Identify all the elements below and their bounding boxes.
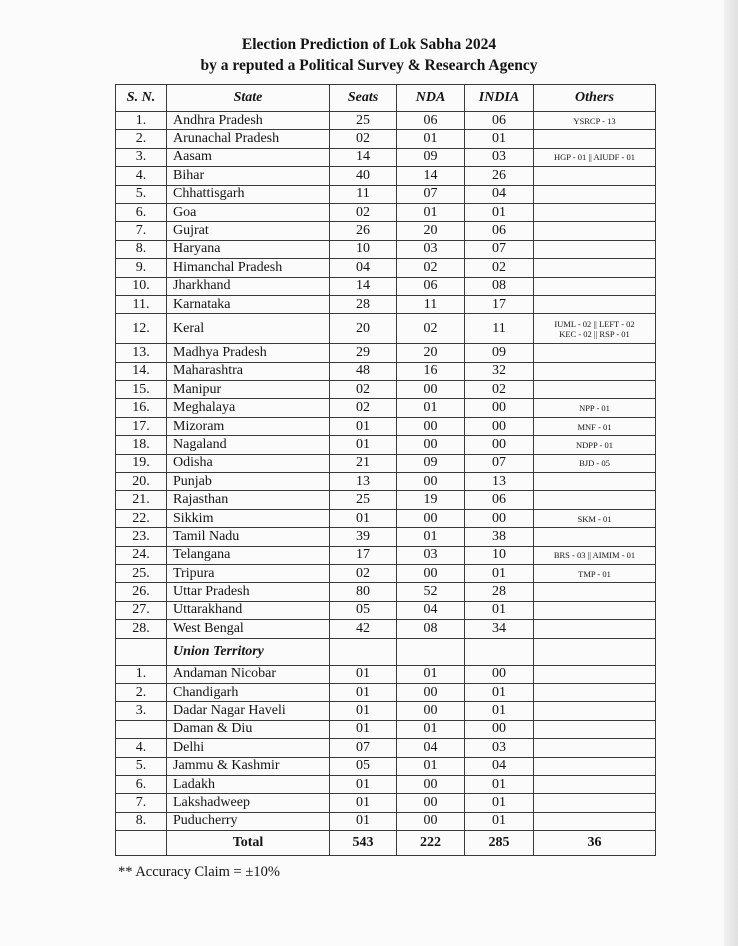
- india-cell: 00: [465, 720, 534, 738]
- state-cell: Arunachal Pradesh: [167, 130, 330, 148]
- others-cell: HGP - 01 || AIUDF - 01: [534, 148, 656, 166]
- nda-cell: 01: [397, 665, 465, 683]
- india-cell: 28: [465, 583, 534, 601]
- others-cell: [534, 683, 656, 701]
- state-cell: Aasam: [167, 148, 330, 166]
- nda-cell: 16: [397, 362, 465, 380]
- india-cell: 03: [465, 148, 534, 166]
- state-cell: Jammu & Kashmir: [167, 757, 330, 775]
- others-cell: [534, 620, 656, 638]
- seats-cell: 13: [330, 473, 397, 491]
- sn-cell: 5.: [116, 757, 167, 775]
- sn-cell: 28.: [116, 620, 167, 638]
- india-cell: 26: [465, 167, 534, 185]
- sn-cell: 6.: [116, 203, 167, 221]
- sn-cell: 4.: [116, 167, 167, 185]
- seats-cell: 01: [330, 509, 397, 527]
- others-cell: [534, 601, 656, 619]
- india-cell: 32: [465, 362, 534, 380]
- sn-cell: 27.: [116, 601, 167, 619]
- india-cell: 04: [465, 185, 534, 203]
- nda-cell: 00: [397, 473, 465, 491]
- union-territory-row: [116, 638, 656, 665]
- table-row: [116, 720, 656, 738]
- others-cell: BRS - 03 || AIMIM - 01: [534, 546, 656, 564]
- india-cell: 01: [465, 812, 534, 830]
- table-row: [116, 702, 656, 720]
- table-row: [116, 222, 656, 240]
- others-cell: [534, 381, 656, 399]
- nda-cell: 08: [397, 620, 465, 638]
- india-cell: 06: [465, 491, 534, 509]
- header-nda: NDA: [397, 85, 465, 112]
- state-cell: Lakshadweep: [167, 794, 330, 812]
- others-cell: [534, 720, 656, 738]
- seats-cell: 02: [330, 564, 397, 582]
- others-cell: [534, 583, 656, 601]
- nda-cell: 03: [397, 240, 465, 258]
- india-cell: 01: [465, 601, 534, 619]
- sn-cell: 10.: [116, 277, 167, 295]
- nda-cell: 01: [397, 130, 465, 148]
- state-cell: Haryana: [167, 240, 330, 258]
- others-cell: [534, 739, 656, 757]
- nda-cell: 02: [397, 259, 465, 277]
- seats-cell: 20: [330, 314, 397, 344]
- sn-cell: 2.: [116, 683, 167, 701]
- seats-cell: 05: [330, 757, 397, 775]
- table-row: [116, 417, 656, 435]
- nda-cell: 06: [397, 277, 465, 295]
- sn-cell: 3.: [116, 702, 167, 720]
- india-cell: 01: [465, 775, 534, 793]
- india-cell: 00: [465, 665, 534, 683]
- table-row: [116, 665, 656, 683]
- seats-cell: 02: [330, 399, 397, 417]
- others-cell: [534, 344, 656, 362]
- sn-cell: 15.: [116, 381, 167, 399]
- nda-cell: 03: [397, 546, 465, 564]
- sn-cell: 13.: [116, 344, 167, 362]
- others-cell: [534, 240, 656, 258]
- seats-cell: 02: [330, 381, 397, 399]
- nda-cell: 04: [397, 739, 465, 757]
- others-cell: [534, 491, 656, 509]
- table-row: [116, 683, 656, 701]
- seats-cell: 40: [330, 167, 397, 185]
- india-cell: 00: [465, 509, 534, 527]
- sn-cell: 24.: [116, 546, 167, 564]
- nda-cell: 01: [397, 203, 465, 221]
- india-cell: 01: [465, 683, 534, 701]
- seats-cell: 10: [330, 240, 397, 258]
- state-cell: Jharkhand: [167, 277, 330, 295]
- others-cell: [534, 295, 656, 313]
- seats-cell: 28: [330, 295, 397, 313]
- table-row: [116, 775, 656, 793]
- state-cell: Rajasthan: [167, 491, 330, 509]
- total-seats: 543: [330, 831, 397, 856]
- table-row: [116, 148, 656, 166]
- others-cell: [534, 757, 656, 775]
- state-cell: Goa: [167, 203, 330, 221]
- seats-cell: 14: [330, 148, 397, 166]
- nda-cell: 00: [397, 564, 465, 582]
- total-label: Total: [167, 831, 330, 856]
- nda-cell: 00: [397, 812, 465, 830]
- sn-cell: [116, 720, 167, 738]
- india-cell: 03: [465, 739, 534, 757]
- india-cell: 13: [465, 473, 534, 491]
- table-row: [116, 546, 656, 564]
- state-cell: Daman & Diu: [167, 720, 330, 738]
- india-cell: 38: [465, 528, 534, 546]
- table-row: [116, 739, 656, 757]
- nda-cell: 00: [397, 775, 465, 793]
- table-row: [116, 381, 656, 399]
- seats-cell: 21: [330, 454, 397, 472]
- nda-cell: 11: [397, 295, 465, 313]
- seats-cell: 25: [330, 491, 397, 509]
- table-row: [116, 491, 656, 509]
- state-cell: Odisha: [167, 454, 330, 472]
- others-cell: NPP - 01: [534, 399, 656, 417]
- seats-cell: 39: [330, 528, 397, 546]
- state-cell: Mizoram: [167, 417, 330, 435]
- table-row: [116, 473, 656, 491]
- document-title: [0, 34, 738, 76]
- header-row: [116, 85, 656, 112]
- india-cell: 11: [465, 314, 534, 344]
- state-cell: Bihar: [167, 167, 330, 185]
- nda-cell: 09: [397, 148, 465, 166]
- table-row: [116, 620, 656, 638]
- state-cell: Karnataka: [167, 295, 330, 313]
- seats-cell: 01: [330, 812, 397, 830]
- prediction-table: [115, 84, 656, 856]
- nda-cell: 00: [397, 436, 465, 454]
- others-cell: MNF - 01: [534, 417, 656, 435]
- seats-cell: 02: [330, 203, 397, 221]
- india-cell: 01: [465, 794, 534, 812]
- india-cell: 09: [465, 344, 534, 362]
- state-cell: Andaman Nicobar: [167, 665, 330, 683]
- header-state: State: [167, 85, 330, 112]
- india-cell: 08: [465, 277, 534, 295]
- nda-cell: 19: [397, 491, 465, 509]
- others-cell: [534, 473, 656, 491]
- nda-cell: 09: [397, 454, 465, 472]
- india-cell: 01: [465, 130, 534, 148]
- others-cell: [534, 775, 656, 793]
- header-seats: Seats: [330, 85, 397, 112]
- india-cell: 17: [465, 295, 534, 313]
- nda-cell: 00: [397, 417, 465, 435]
- others-cell: SKM - 01: [534, 509, 656, 527]
- sn-cell: 7.: [116, 222, 167, 240]
- sn-cell: 2.: [116, 130, 167, 148]
- nda-cell: 01: [397, 528, 465, 546]
- state-cell: Andhra Pradesh: [167, 112, 330, 130]
- state-cell: Uttar Pradesh: [167, 583, 330, 601]
- nda-cell: 00: [397, 794, 465, 812]
- nda-cell: 02: [397, 314, 465, 344]
- state-cell: Nagaland: [167, 436, 330, 454]
- seats-cell: 01: [330, 702, 397, 720]
- table-row: [116, 314, 656, 344]
- sn-cell: 25.: [116, 564, 167, 582]
- table-row: [116, 167, 656, 185]
- seats-cell: 01: [330, 417, 397, 435]
- state-cell: Puducherry: [167, 812, 330, 830]
- others-cell: [534, 362, 656, 380]
- table-row: [116, 399, 656, 417]
- table-row: [116, 295, 656, 313]
- state-cell: Keral: [167, 314, 330, 344]
- nda-cell: 00: [397, 702, 465, 720]
- nda-cell: 04: [397, 601, 465, 619]
- table-row: [116, 454, 656, 472]
- table-row: [116, 259, 656, 277]
- sn-cell: 26.: [116, 583, 167, 601]
- india-cell: 00: [465, 417, 534, 435]
- state-cell: Manipur: [167, 381, 330, 399]
- state-cell: Chhattisgarh: [167, 185, 330, 203]
- empty-cell: [534, 638, 656, 665]
- others-cell: [534, 167, 656, 185]
- others-cell: [534, 812, 656, 830]
- others-cell: YSRCP - 13: [534, 112, 656, 130]
- state-cell: Dadar Nagar Haveli: [167, 702, 330, 720]
- empty-cell: [330, 638, 397, 665]
- india-cell: 06: [465, 112, 534, 130]
- page-edge-shadow: [724, 0, 738, 946]
- table-row: [116, 757, 656, 775]
- state-cell: Ladakh: [167, 775, 330, 793]
- nda-cell: 52: [397, 583, 465, 601]
- others-cell: TMP - 01: [534, 564, 656, 582]
- others-cell: [534, 130, 656, 148]
- seats-cell: 01: [330, 683, 397, 701]
- seats-cell: 26: [330, 222, 397, 240]
- state-cell: Madhya Pradesh: [167, 344, 330, 362]
- table-row: [116, 185, 656, 203]
- india-cell: 00: [465, 399, 534, 417]
- india-cell: 07: [465, 240, 534, 258]
- table-row: [116, 436, 656, 454]
- seats-cell: 14: [330, 277, 397, 295]
- india-cell: 01: [465, 564, 534, 582]
- sn-cell: 3.: [116, 148, 167, 166]
- state-cell: Telangana: [167, 546, 330, 564]
- india-cell: 01: [465, 203, 534, 221]
- india-cell: 01: [465, 702, 534, 720]
- others-cell: [534, 222, 656, 240]
- sn-cell: 16.: [116, 399, 167, 417]
- sn-cell: 19.: [116, 454, 167, 472]
- seats-cell: 04: [330, 259, 397, 277]
- seats-cell: 29: [330, 344, 397, 362]
- state-cell: Uttarakhand: [167, 601, 330, 619]
- others-cell: [534, 203, 656, 221]
- sn-cell: 12.: [116, 314, 167, 344]
- seats-cell: 02: [330, 130, 397, 148]
- sn-cell: 6.: [116, 775, 167, 793]
- sn-cell: 18.: [116, 436, 167, 454]
- table-row: [116, 601, 656, 619]
- table-row: [116, 528, 656, 546]
- seats-cell: 01: [330, 720, 397, 738]
- seats-cell: 42: [330, 620, 397, 638]
- sn-cell: 22.: [116, 509, 167, 527]
- seats-cell: 01: [330, 436, 397, 454]
- state-cell: Tamil Nadu: [167, 528, 330, 546]
- table-row: [116, 277, 656, 295]
- others-cell: [534, 702, 656, 720]
- seats-cell: 80: [330, 583, 397, 601]
- header-others: Others: [534, 85, 656, 112]
- seats-cell: 11: [330, 185, 397, 203]
- table-row: [116, 812, 656, 830]
- table-row: [116, 583, 656, 601]
- others-cell: IUML - 02 || LEFT - 02 KEC - 02 || RSP - 01: [534, 314, 656, 344]
- seats-cell: 01: [330, 775, 397, 793]
- others-cell: NDPP - 01: [534, 436, 656, 454]
- others-cell: [534, 528, 656, 546]
- sn-cell: 14.: [116, 362, 167, 380]
- nda-cell: 01: [397, 720, 465, 738]
- sn-cell: 9.: [116, 259, 167, 277]
- title-line-2: by a reputed a Political Survey & Research Agency: [200, 57, 538, 74]
- sn-cell: 4.: [116, 739, 167, 757]
- accuracy-footnote: ** Accuracy Claim = ±10%: [118, 864, 280, 880]
- title-line-1: Election Prediction of Lok Sabha 2024: [241, 36, 497, 53]
- table-row: [116, 112, 656, 130]
- india-cell: 04: [465, 757, 534, 775]
- others-cell: [534, 794, 656, 812]
- table-row: [116, 362, 656, 380]
- total-nda: 222: [397, 831, 465, 856]
- empty-cell: [465, 638, 534, 665]
- state-cell: Chandigarh: [167, 683, 330, 701]
- table-row: [116, 794, 656, 812]
- state-cell: Himanchal Pradesh: [167, 259, 330, 277]
- table-row: [116, 240, 656, 258]
- seats-cell: 05: [330, 601, 397, 619]
- india-cell: 02: [465, 259, 534, 277]
- state-cell: Tripura: [167, 564, 330, 582]
- nda-cell: 20: [397, 222, 465, 240]
- sn-cell: 5.: [116, 185, 167, 203]
- others-cell: [534, 259, 656, 277]
- others-cell: [534, 185, 656, 203]
- nda-cell: 00: [397, 509, 465, 527]
- seats-cell: 01: [330, 665, 397, 683]
- india-cell: 10: [465, 546, 534, 564]
- india-cell: 02: [465, 381, 534, 399]
- total-row: [116, 831, 656, 856]
- sn-cell: 21.: [116, 491, 167, 509]
- seats-cell: 48: [330, 362, 397, 380]
- nda-cell: 01: [397, 399, 465, 417]
- state-cell: Punjab: [167, 473, 330, 491]
- seats-cell: 07: [330, 739, 397, 757]
- sn-cell: 23.: [116, 528, 167, 546]
- others-cell: [534, 665, 656, 683]
- sn-cell: 8.: [116, 812, 167, 830]
- header-sn: S. N.: [116, 85, 167, 112]
- nda-cell: 00: [397, 683, 465, 701]
- nda-cell: 00: [397, 381, 465, 399]
- nda-cell: 06: [397, 112, 465, 130]
- others-cell: [534, 277, 656, 295]
- india-cell: 06: [465, 222, 534, 240]
- state-cell: Maharashtra: [167, 362, 330, 380]
- table-row: [116, 130, 656, 148]
- sn-cell: 7.: [116, 794, 167, 812]
- union-territory-label: Union Territory: [167, 638, 330, 665]
- state-cell: Sikkim: [167, 509, 330, 527]
- sn-cell: 8.: [116, 240, 167, 258]
- sn-cell: 17.: [116, 417, 167, 435]
- state-cell: Meghalaya: [167, 399, 330, 417]
- total-sn-cell: [116, 831, 167, 856]
- india-cell: 00: [465, 436, 534, 454]
- empty-cell: [116, 638, 167, 665]
- total-others: 36: [534, 831, 656, 856]
- nda-cell: 20: [397, 344, 465, 362]
- nda-cell: 07: [397, 185, 465, 203]
- nda-cell: 01: [397, 757, 465, 775]
- table-body: [116, 112, 656, 856]
- header-india: INDIA: [465, 85, 534, 112]
- seats-cell: 25: [330, 112, 397, 130]
- table-row: [116, 203, 656, 221]
- seats-cell: 01: [330, 794, 397, 812]
- sn-cell: 1.: [116, 665, 167, 683]
- seats-cell: 17: [330, 546, 397, 564]
- empty-cell: [397, 638, 465, 665]
- state-cell: Gujrat: [167, 222, 330, 240]
- table-row: [116, 564, 656, 582]
- table-row: [116, 344, 656, 362]
- india-cell: 34: [465, 620, 534, 638]
- sn-cell: 1.: [116, 112, 167, 130]
- sn-cell: 11.: [116, 295, 167, 313]
- table-row: [116, 509, 656, 527]
- state-cell: West Bengal: [167, 620, 330, 638]
- others-cell: BJD - 05: [534, 454, 656, 472]
- total-india: 285: [465, 831, 534, 856]
- nda-cell: 14: [397, 167, 465, 185]
- state-cell: Delhi: [167, 739, 330, 757]
- india-cell: 07: [465, 454, 534, 472]
- sn-cell: 20.: [116, 473, 167, 491]
